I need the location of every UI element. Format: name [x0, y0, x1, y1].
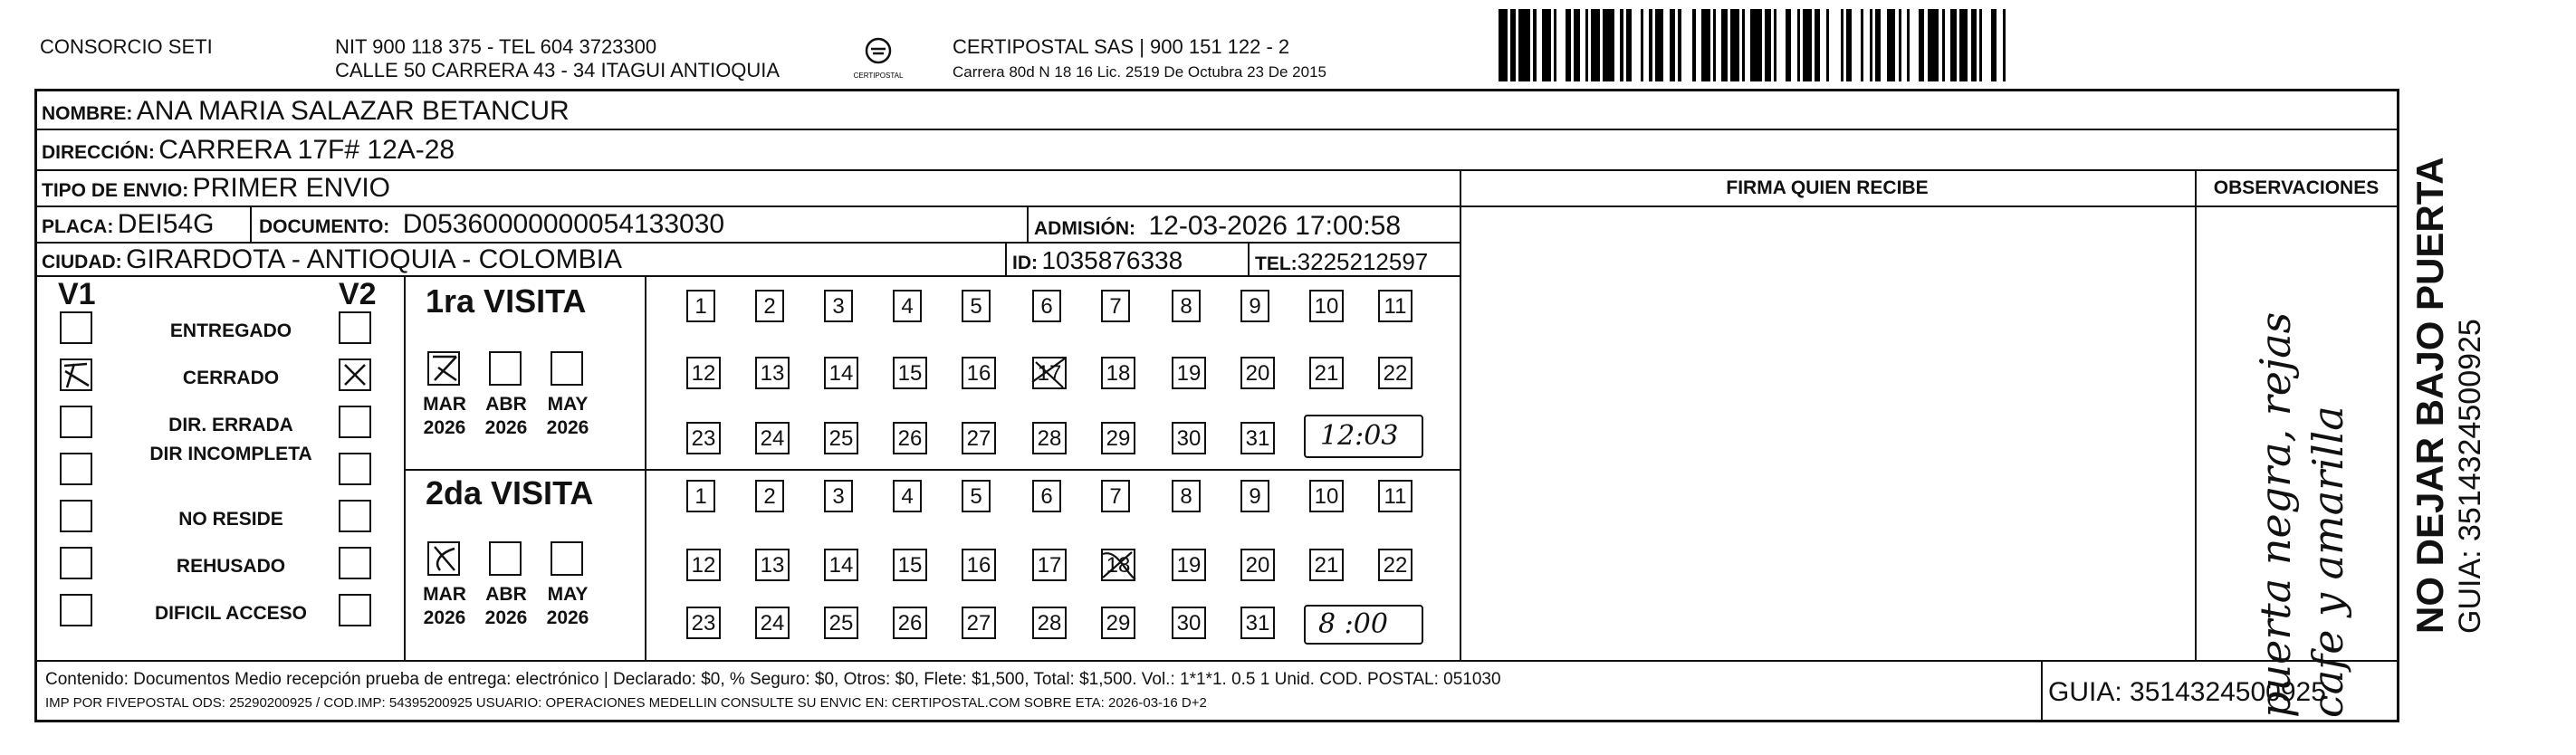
tipo-label: TIPO DE ENVIO: [42, 180, 189, 201]
barcode-bar [1730, 9, 1739, 81]
second-visit-time: 8 :00 [1318, 608, 1388, 640]
barcode-bar [1803, 9, 1812, 81]
day-box[interactable]: 31 [1240, 607, 1275, 639]
day-box[interactable]: 2 [755, 480, 784, 512]
month-label: MAR [423, 584, 466, 605]
certipostal-line2: Carrera 80d N 18 16 Lic. 2519 De Octubra 23 De 2015 [953, 63, 1326, 81]
direccion-row [42, 135, 455, 166]
first-visit-time: 12:03 [1320, 420, 1399, 452]
day-box[interactable]: 15 [893, 357, 927, 389]
barcode-bar [1510, 9, 1516, 81]
footer-content: Contenido: Documentos Medio recepción prueba de entrega: electrónico | Declarado: $0, % Seguro: $0, Otros: $0, Flete: $1,500, Total: $1,500. Vol.: 1*1*1. 0.5 1 Unid. COD. POSTAL: 051030 [45, 670, 1501, 689]
barcode-bar [1774, 9, 1776, 81]
month-caption [541, 393, 594, 440]
v2-label: V2 [339, 277, 377, 311]
day-box[interactable]: 10 [1309, 290, 1344, 322]
barcode-bar [1950, 9, 1956, 81]
day-box[interactable]: 1 [686, 480, 715, 512]
footer-guia: GUIA: 3514324500925 [2048, 677, 2326, 707]
day-box[interactable]: 19 [1172, 357, 1206, 389]
id-row [1012, 246, 1183, 275]
admision-label: ADMISIÓN: [1034, 218, 1135, 239]
v1-checkbox[interactable] [60, 594, 92, 626]
day-box[interactable]: 21 [1309, 357, 1344, 389]
barcode-bar [1554, 9, 1556, 81]
barcode-bar [1826, 9, 1829, 81]
month-label: MAY [547, 394, 589, 415]
day-box[interactable]: 29 [1101, 607, 1135, 639]
v1-checkbox[interactable] [60, 547, 92, 579]
second-visit-time-box [1304, 605, 1423, 645]
day-box[interactable]: 30 [1172, 607, 1206, 639]
month-label: ABR [485, 394, 527, 415]
day-box[interactable]: 15 [893, 549, 927, 581]
barcode-bar [1875, 9, 1881, 81]
barcode-bar [1603, 9, 1614, 81]
barcode-bar [1701, 9, 1710, 81]
nit-line: NIT 900 118 375 - TEL 604 3723300 [335, 35, 657, 58]
day-box[interactable]: 19 [1172, 549, 1206, 581]
month-label: MAR [423, 394, 466, 415]
v2-checkbox[interactable] [339, 311, 371, 344]
v1-label: V1 [58, 277, 96, 311]
day-box[interactable]: 2 [755, 290, 784, 322]
status-label: NO RESIDE [178, 509, 283, 530]
day-box[interactable]: 12 [686, 357, 721, 389]
footer-imp: IMP POR FIVEPOSTAL ODS: 25290200925 / COD.IMP: 54395200925 USUARIO: OPERACIONES MEDELLIN CONSULTE SU ENVIC EN: CERTIPOSTAL.COM SOBRE ETA: 2026-03-16 D+2 [45, 695, 1207, 711]
documento-label: DOCUMENTO: [259, 216, 390, 237]
id-value: 1035876338 [1041, 246, 1183, 274]
day-box[interactable]: 13 [755, 357, 790, 389]
month-checkbox[interactable] [489, 541, 522, 576]
nombre-row [42, 96, 570, 127]
status-label: DIFICIL ACCESO [154, 603, 307, 624]
day-box[interactable]: 25 [824, 607, 858, 639]
firma-label: FIRMA QUIEN RECIBE [1726, 177, 1929, 198]
day-box[interactable]: 25 [824, 422, 858, 454]
day-box[interactable]: 5 [962, 480, 991, 512]
barcode-bar [1620, 9, 1623, 81]
barcode [1499, 9, 2223, 83]
barcode-bar [1742, 9, 1745, 81]
placa-label: PLACA: [42, 216, 114, 237]
id-label: ID: [1012, 253, 1038, 273]
admision-row [1034, 211, 1401, 242]
day-box[interactable]: 7 [1101, 480, 1130, 512]
placa-row [42, 209, 215, 240]
v2-checkbox[interactable] [339, 547, 371, 579]
v1-checkbox[interactable] [60, 358, 92, 391]
day-box[interactable]: 9 [1240, 290, 1269, 322]
barcode-bar [1518, 9, 1530, 81]
day-box[interactable]: 22 [1378, 357, 1412, 389]
documento-value: D05360000000054133030 [402, 209, 725, 239]
barcode-bar [1765, 9, 1770, 81]
tel-label: TEL: [1255, 253, 1298, 274]
barcode-bar [1499, 9, 1508, 81]
day-box[interactable]: 13 [755, 549, 790, 581]
month-checkbox[interactable] [427, 541, 460, 576]
barcode-bar [1566, 9, 1571, 81]
barcode-bar [1655, 9, 1664, 81]
year-label: 2026 [484, 417, 528, 438]
nombre-label: NOMBRE: [42, 103, 133, 124]
svg-text:CERTIPOSTAL: CERTIPOSTAL [853, 72, 904, 80]
barcode-bar [1750, 9, 1762, 81]
day-box[interactable]: 14 [824, 357, 858, 389]
day-box[interactable]: 27 [962, 422, 996, 454]
barcode-bar [1907, 9, 1910, 81]
placa-value: DEI54G [117, 209, 215, 239]
day-box[interactable]: 26 [893, 422, 927, 454]
barcode-bar [1591, 9, 1600, 81]
v1-checkbox[interactable] [60, 453, 92, 485]
barcode-bar [1641, 9, 1643, 81]
month-label: ABR [485, 584, 527, 605]
month-caption [480, 583, 532, 630]
barcode-bar [1786, 9, 1791, 81]
barcode-bar [1626, 9, 1632, 81]
day-box[interactable]: 20 [1240, 549, 1275, 581]
barcode-bar [1574, 9, 1579, 81]
first-visit-title: 1ra VISITA [426, 282, 587, 320]
barcode-bar [1815, 9, 1820, 81]
barcode-bar [1670, 9, 1675, 81]
v1-checkbox[interactable] [60, 311, 92, 344]
day-box[interactable]: 4 [893, 290, 922, 322]
day-box[interactable]: 8 [1172, 480, 1201, 512]
day-box[interactable]: 29 [1101, 422, 1135, 454]
barcode-bar [1649, 9, 1652, 81]
address-line: CALLE 50 CARRERA 43 - 34 ITAGUI ANTIOQUIA [335, 59, 780, 81]
second-visit-title: 2da VISITA [426, 474, 594, 511]
day-box[interactable]: 11 [1378, 290, 1412, 322]
day-box[interactable]: 3 [824, 480, 853, 512]
barcode-bar [1585, 9, 1588, 81]
company-name: CONSORCIO SETI [40, 35, 213, 58]
tel-row [1255, 248, 1428, 276]
v2-checkbox[interactable] [339, 406, 371, 438]
certipostal-line1: CERTIPOSTAL SAS | 900 151 122 - 2 [953, 35, 1290, 58]
tipo-row [42, 173, 390, 204]
year-label: 2026 [546, 417, 589, 438]
day-box[interactable]: 1 [686, 290, 715, 322]
barcode-bar [2003, 9, 2006, 81]
day-box[interactable]: 8 [1172, 290, 1201, 322]
v2-checkbox[interactable] [339, 594, 371, 626]
day-box[interactable]: 16 [962, 357, 996, 389]
day-box[interactable]: 4 [893, 480, 922, 512]
tipo-value: PRIMER ENVIO [192, 173, 391, 203]
day-box[interactable]: 11 [1378, 480, 1412, 512]
day-box[interactable]: 3 [824, 290, 853, 322]
month-checkbox[interactable] [427, 351, 460, 386]
day-box[interactable]: 28 [1032, 422, 1067, 454]
v1-checkbox[interactable] [60, 406, 92, 438]
day-box[interactable]: 9 [1240, 480, 1269, 512]
barcode-bar [1542, 9, 1551, 81]
month-caption [541, 583, 594, 630]
month-checkbox[interactable] [551, 541, 583, 576]
barcode-bar [1971, 9, 1977, 81]
nombre-value: ANA MARIA SALAZAR BETANCUR [136, 96, 570, 126]
documento-row [259, 209, 724, 240]
day-box[interactable]: 28 [1032, 607, 1067, 639]
day-box[interactable]: 10 [1309, 480, 1344, 512]
barcode-bar [1979, 9, 1982, 81]
direccion-label: DIRECCIÓN: [42, 142, 155, 163]
day-box[interactable]: 18 [1101, 549, 1135, 581]
day-box[interactable]: 24 [755, 422, 790, 454]
ciudad-label: CIUDAD: [42, 252, 122, 272]
status-label: DIR INCOMPLETA [149, 444, 312, 464]
barcode-bar [1846, 9, 1852, 81]
day-box[interactable]: 6 [1032, 290, 1061, 322]
barcode-bar [1899, 9, 1901, 81]
barcode-bar [1870, 9, 1872, 81]
barcode-bar [1713, 9, 1716, 81]
ciudad-row [42, 244, 622, 275]
month-caption [480, 393, 532, 440]
day-box[interactable]: 7 [1101, 290, 1130, 322]
year-label: 2026 [423, 417, 466, 438]
barcode-bar [1928, 9, 1939, 81]
month-caption [418, 393, 471, 440]
status-label: REHUSADO [176, 556, 286, 577]
barcode-bar [1721, 9, 1727, 81]
first-visit-time-box [1304, 415, 1423, 458]
day-box[interactable]: 14 [824, 549, 858, 581]
certipostal-logo [853, 36, 904, 83]
admision-value: 12-03-2026 17:00:58 [1148, 211, 1402, 241]
barcode-bar [1797, 9, 1800, 81]
day-box[interactable]: 23 [686, 607, 721, 639]
day-box[interactable]: 21 [1309, 549, 1344, 581]
status-label: ENTREGADO [169, 320, 292, 341]
day-box[interactable]: 24 [755, 607, 790, 639]
year-label: 2026 [423, 607, 466, 628]
day-box[interactable]: 16 [962, 549, 996, 581]
day-box[interactable]: 17 [1032, 357, 1067, 389]
month-caption [418, 583, 471, 630]
status-label: CERRADO [182, 368, 280, 388]
side-guia: GUIA: 3514324500925 [2453, 319, 2487, 634]
barcode-bar [1887, 9, 1896, 81]
day-box[interactable]: 26 [893, 607, 927, 639]
tel-value: 3225212597 [1297, 248, 1429, 275]
month-checkbox[interactable] [489, 351, 522, 386]
observaciones-handwriting: puerta negra, rejas cafe y amarilla [2251, 311, 2352, 718]
day-box[interactable]: 27 [962, 607, 996, 639]
day-box[interactable]: 5 [962, 290, 991, 322]
day-box[interactable]: 30 [1172, 422, 1206, 454]
barcode-bar [1841, 9, 1843, 81]
observaciones-label: OBSERVACIONES [2213, 177, 2380, 198]
side-notice-block [2408, 91, 2488, 634]
v2-checkbox[interactable] [339, 358, 371, 391]
day-box[interactable]: 6 [1032, 480, 1061, 512]
day-box[interactable]: 17 [1032, 549, 1067, 581]
barcode-bar [1678, 9, 1681, 81]
day-box[interactable]: 31 [1240, 422, 1275, 454]
barcode-bar [1861, 9, 1863, 81]
barcode-bar [1959, 9, 1968, 81]
day-box[interactable]: 22 [1378, 549, 1412, 581]
observaciones-box [2202, 217, 2392, 718]
v1-checkbox[interactable] [60, 500, 92, 532]
barcode-bar [1942, 9, 1945, 81]
v2-checkbox[interactable] [339, 500, 371, 532]
month-label: MAY [547, 584, 589, 605]
day-box[interactable]: 18 [1101, 357, 1135, 389]
barcode-bar [1919, 9, 1924, 81]
side-notice: NO DEJAR BAJO PUERTA [2408, 157, 2451, 634]
barcode-bar [1692, 9, 1695, 81]
day-box[interactable]: 20 [1240, 357, 1275, 389]
ciudad-value: GIRARDOTA - ANTIOQUIA - COLOMBIA [126, 244, 622, 274]
year-label: 2026 [546, 607, 589, 628]
day-box[interactable]: 12 [686, 549, 721, 581]
barcode-bar [1533, 9, 1536, 81]
status-label: DIR. ERRADA [168, 415, 293, 435]
direccion-value: CARRERA 17F# 12A-28 [158, 135, 455, 165]
v2-checkbox[interactable] [339, 453, 371, 485]
day-box[interactable]: 23 [686, 422, 721, 454]
month-checkbox[interactable] [551, 351, 583, 386]
barcode-bar [1991, 9, 1997, 81]
year-label: 2026 [484, 607, 528, 628]
